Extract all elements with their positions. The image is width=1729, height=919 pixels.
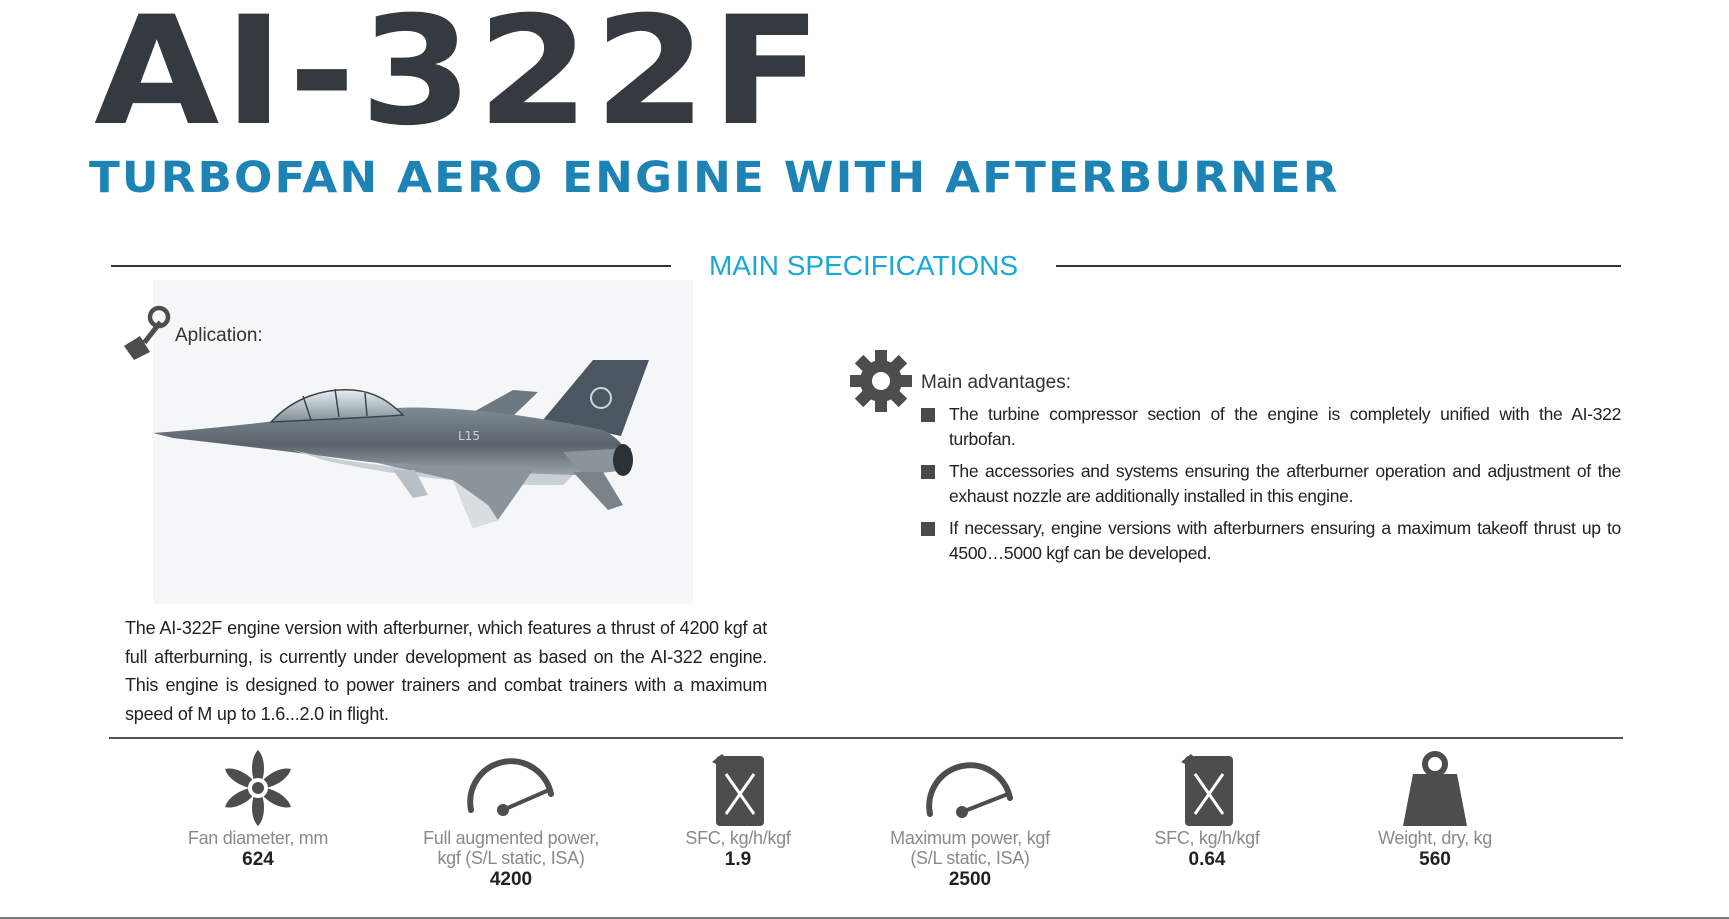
section-heading: MAIN SPECIFICATIONS — [708, 250, 1019, 281]
advantage-text: If necessary, engine versions with afterburners ensuring a maximum takeoff thrust up to 4500…5000 kgf can be developed. — [949, 518, 1621, 563]
stat-value: 624 — [242, 849, 274, 870]
svg-text:L15: L15 — [458, 429, 480, 443]
fuel-can-icon — [698, 748, 778, 828]
gauge-icon — [461, 748, 561, 828]
stat-label: SFC, kg/h/kgf — [1154, 828, 1260, 848]
stat-label: SFC, kg/h/kgf — [685, 828, 791, 848]
section-rule-left — [111, 265, 671, 267]
piston-icon — [122, 304, 174, 362]
stat-label: Weight, dry, kg — [1378, 828, 1492, 848]
stat-value: 560 — [1419, 849, 1451, 870]
stat-maximum-power — [850, 748, 1090, 891]
stats-rule — [109, 737, 1623, 739]
stat-value: 1.9 — [724, 849, 752, 870]
advantage-item — [920, 402, 1621, 452]
stat-label: Maximum power, kgf (S/L static, ISA) — [890, 828, 1050, 868]
advantage-text: The accessories and systems ensuring the afterburner operation and adjustment of the exhaust nozzle are additionally installed in this engine. — [949, 461, 1621, 506]
bullet-square-icon — [921, 522, 935, 536]
fuel-can-icon — [1167, 748, 1247, 828]
weight-icon — [1395, 748, 1475, 828]
page-subtitle: TURBOFAN AERO ENGINE WITH AFTERBURNER — [89, 153, 1340, 203]
gear-icon — [850, 350, 912, 412]
stat-value: 0.64 — [1188, 849, 1226, 870]
stat-fan-diameter — [138, 748, 378, 871]
stat-full-augmented-power — [391, 748, 631, 891]
advantages-label: Main advantages: — [921, 372, 1071, 393]
advantage-item — [920, 459, 1621, 509]
application-label: Aplication: — [175, 325, 263, 346]
section-rule-right — [1056, 265, 1621, 267]
stat-weight-dry — [1315, 748, 1555, 871]
bullet-square-icon — [921, 465, 935, 479]
advantage-item — [920, 516, 1621, 566]
bullet-square-icon — [921, 408, 935, 422]
application-description: The AI-322F engine version with afterburner, which features a thrust of 4200 kgf at full afterburning, is currently under development as based on the AI-322 engine. This engine is designed to power trainers and combat trainers with a maximum speed of M up to 1.6...2.0 in flight. — [125, 618, 767, 724]
stat-label: Full augmented power, kgf (S/L static, ISA) — [423, 828, 599, 868]
fan-icon — [218, 748, 298, 828]
advantage-text: The turbine compressor section of the engine is completely unified with the AI-322 turbofan. — [949, 404, 1621, 449]
stat-sfc-augmented — [618, 748, 858, 871]
stat-label: Fan diameter, mm — [187, 828, 329, 848]
stat-sfc-maximum — [1087, 748, 1327, 871]
gauge-icon — [920, 748, 1020, 828]
stat-value: 2500 — [948, 869, 992, 890]
page-title: AI-322F — [94, 0, 826, 159]
stat-value: 4200 — [489, 869, 533, 890]
advantages-list — [920, 402, 1621, 573]
